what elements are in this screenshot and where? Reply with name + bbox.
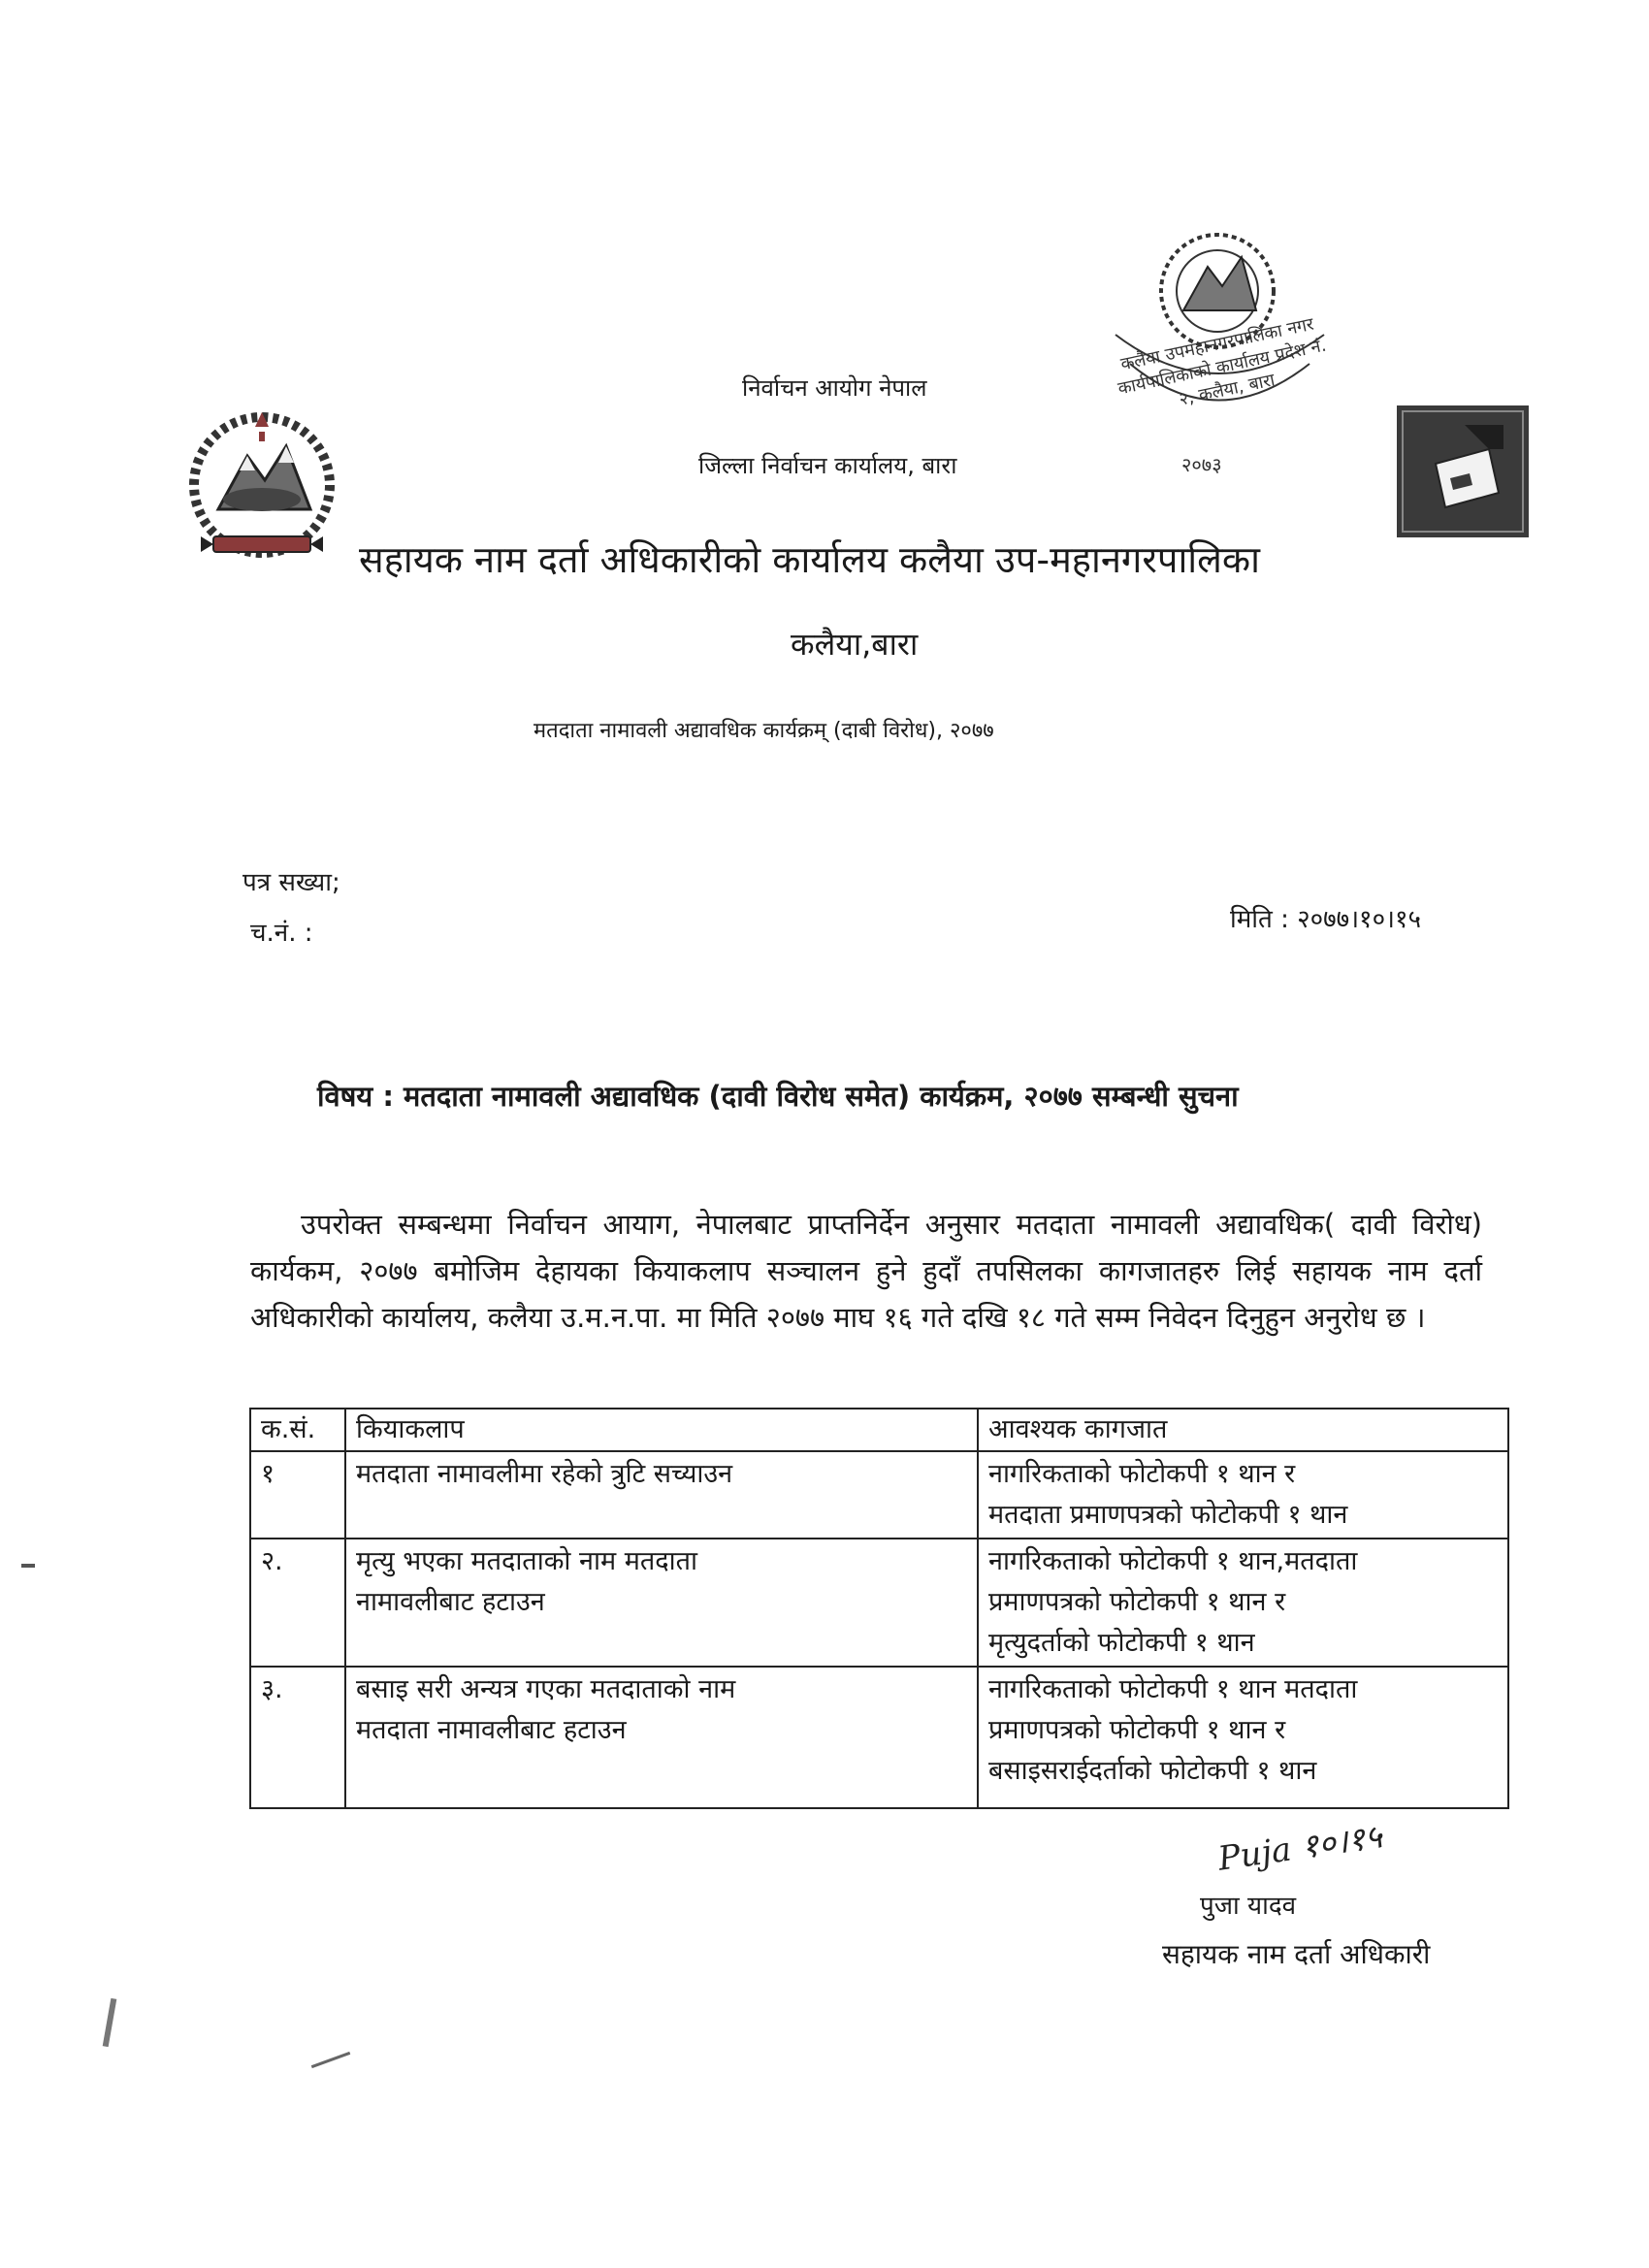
document-line: नागरिकताको फोटोकपी १ थान र	[988, 1459, 1296, 1489]
column-header-documents: आवश्यक कागजात	[978, 1409, 1508, 1451]
stamp-text: कलैया उपमहानगरपालिका नगर कार्यपालिकाको कार्यालय प्रदेश नं. २, कलैया, बारा	[1116, 313, 1329, 410]
document-line: नागरिकताको फोटोकपी १ थान मतदाता	[988, 1674, 1358, 1704]
document-line: नागरिकताको फोटोकपी १ थान,मतदाता	[988, 1546, 1358, 1576]
column-header-activity: कियाकलाप	[345, 1409, 978, 1451]
table-row	[250, 1539, 1508, 1667]
scan-speck	[103, 1998, 117, 2047]
activity-line: मतदाता नामावलीबाट हटाउन	[356, 1715, 627, 1745]
document-line: बसाइसराईदर्ताको फोटोकपी १ थान	[988, 1756, 1317, 1786]
row-activity	[345, 1667, 978, 1808]
subject-line: विषय : मतदाता नामावली अद्यावधिक (दावी विरोध समेत) कार्यक्रम, २०७७ सम्बन्धी सुचना	[317, 1080, 1239, 1113]
office-stamp	[1077, 218, 1358, 485]
office-title: सहायक नाम दर्ता अधिकारीको कार्यालय कलैया उप-महानगरपालिका	[359, 538, 1260, 581]
activities-table	[249, 1408, 1509, 1809]
column-header-serial: क.सं.	[250, 1409, 345, 1451]
handwritten-signature: Puja १०।१५	[1215, 1817, 1385, 1879]
activity-line: मृत्यु भएका मतदाताको नाम मतदाता	[356, 1546, 697, 1576]
document-line: प्रमाणपत्रको फोटोकपी १ थान र	[988, 1587, 1286, 1617]
table-row	[250, 1667, 1508, 1808]
row-serial: २.	[250, 1539, 345, 1667]
table-header-row	[250, 1409, 1508, 1451]
nepal-emblem-icon	[179, 403, 344, 567]
row-documents	[978, 1667, 1508, 1808]
row-serial: ३.	[250, 1667, 345, 1808]
program-title: मतदाता नामावली अद्यावधिक कार्यक्रम् (दाबी विरोध), २०७७	[534, 719, 994, 743]
row-documents	[978, 1451, 1508, 1539]
letter-number-label: पत्र सख्या;	[242, 868, 340, 897]
dispatch-number-label: च.नं. :	[250, 919, 313, 948]
document-line: मृत्युदर्ताको फोटोकपी १ थान	[988, 1628, 1255, 1658]
activity-line: बसाइ सरी अन्यत्र गएका मतदाताको नाम	[356, 1674, 736, 1704]
table-row	[250, 1451, 1508, 1539]
scan-speck	[21, 1564, 35, 1568]
row-activity	[345, 1539, 978, 1667]
election-commission-logo-icon	[1397, 405, 1529, 537]
stamp-year: २०७३	[1181, 453, 1222, 476]
document-line: मतदाता प्रमाणपत्रको फोटोकपी १ थान	[988, 1500, 1348, 1530]
document-line: प्रमाणपत्रको फोटोकपी १ थान र	[988, 1715, 1286, 1745]
row-serial: १	[250, 1451, 345, 1539]
activity-line: नामावलीबाट हटाउन	[356, 1587, 545, 1617]
row-documents	[978, 1539, 1508, 1667]
district-office-name: जिल्ला निर्वाचन कार्यालय, बारा	[698, 452, 957, 479]
body-paragraph: उपरोक्त सम्बन्धमा निर्वाचन आयाग, नेपालबाट प्राप्तनिर्देन अनुसार मतदाता नामावली अद्यावधिक( दावी विरोध) कार्यकम, २०७७ बमोजिम देहायका कियाकलाप सञ्चालन हुने हुदाँ तपसिलका कागजातहरु लिई सहायक नाम दर्ता अधिकारीको कार्यालय, कलैया उ.म.न.पा. मा मिति २०७७ माघ १६ गते दखि १८ गते सम्म निवेदन दिनुहुन अनुरोध छ ।	[250, 1208, 1482, 1334]
commission-name: निर्वाचन आयोग नेपाल	[742, 374, 927, 402]
row-activity	[345, 1451, 978, 1539]
signatory-title: सहायक नाम दर्ता अधिकारी	[1162, 1938, 1431, 1970]
activity-line: मतदाता नामावलीमा रहेको त्रुटि सच्याउन	[356, 1459, 733, 1489]
office-place: कलैया,बारा	[791, 626, 919, 663]
scan-speck	[311, 2052, 350, 2068]
signatory-name: पुजा यादव	[1200, 1892, 1297, 1921]
letter-date: मिति : २०७७।१०।१५	[1230, 905, 1421, 934]
